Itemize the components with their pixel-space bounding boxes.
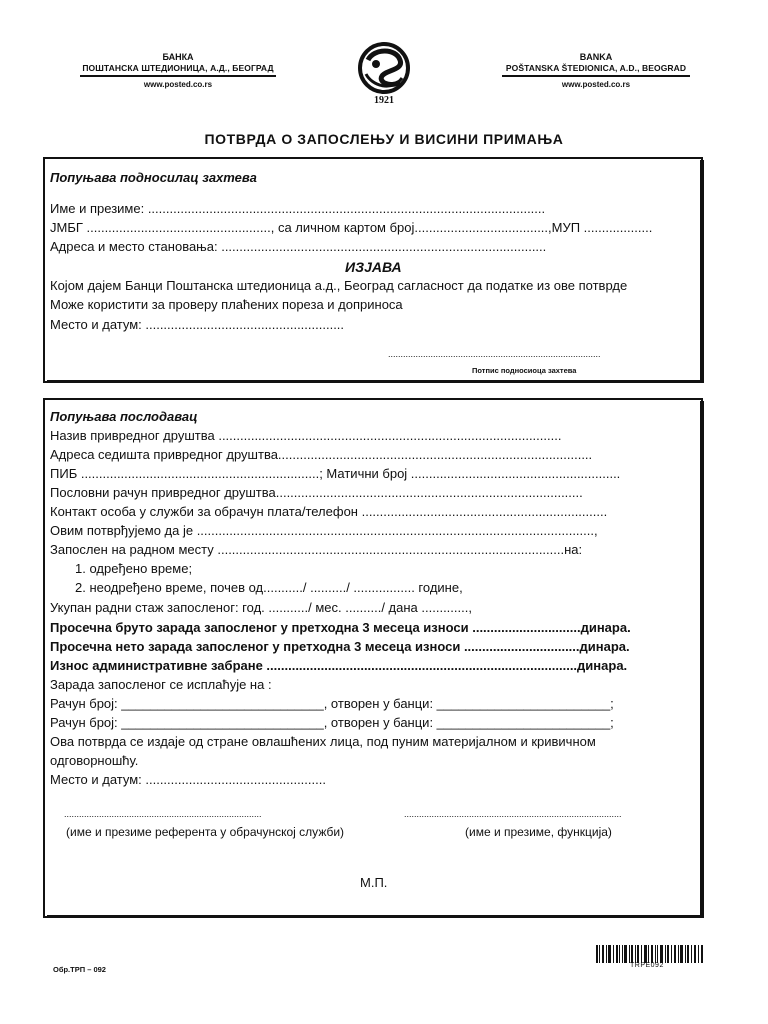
position-field[interactable]: Запослен на радном месту ................................................................................................на: [50,542,583,557]
logo-year: 1921 [374,95,394,106]
pib-field[interactable]: ПИБ ..................................................................; Матични број .......................................................... [50,466,621,481]
account-field-2[interactable]: Рачун број: ____________________________, отворен у банци: ________________________; [50,715,614,730]
bank-name: ПОШТАНСКА ШТЕДИОНИЦА, А.Д., БЕОГРАД [82,63,274,73]
applicant-heading: Попуњава подносилац захтева [50,170,257,185]
option-permanent[interactable]: 2. неодређено време, почев од.........../ ........../ ................. године, [75,580,463,595]
bank-label: BANKA [579,52,613,62]
divider [80,75,276,77]
stamp-label: М.П. [360,875,388,890]
form-number: Обр.ТРП – 092 [53,965,106,974]
employer-heading: Попуњава послодавац [50,409,198,424]
work-experience-field[interactable]: Укупан радни стаж запосленог: год. .........../ мес. ........../ дана ............., [50,600,472,615]
divider [502,75,690,77]
bank-logo-icon [356,40,412,96]
company-name-field[interactable]: Назив привредног друштва ............................................................................................... [50,428,562,443]
applicant-name-field[interactable]: Име и презиме: .............................................................................................................. [50,201,546,216]
page-title: ПОТВРДА О ЗАПОСЛЕЊУ И ВИСИНИ ПРИМАЊА [204,131,564,147]
applicant-place-date-field[interactable]: Место и датум: ....................................................... [50,317,345,332]
consent-text: Може користити за проверу плаћених пореза и доприноса [50,297,403,312]
salary-paid-label: Зарада запосленог се исплаћује на : [50,677,272,692]
bank-url: www.posted.co.rs [143,79,213,89]
applicant-jmbg-field[interactable]: ЈМБГ ..................................................., са личном картом број.....................................,МУП ................... [50,220,653,235]
applicant-signature-label: Потпис подносиоца захтева [472,366,577,375]
official-signature-line[interactable]: ....................................................................................... [404,809,622,819]
liability-text: одговорношћу. [50,753,139,768]
contact-person-field[interactable]: Контакт особа у служби за обрачун плата/телефон .................................................................... [50,504,608,519]
consent-text: Којом дајем Банци Поштанска штедионица а.д., Београд сагласност да податке из ове потврде [50,278,628,293]
statement-heading: ИЗЈАВА [345,259,402,275]
bank-url: www.posted.co.rs [561,79,631,89]
bank-name: POŠTANSKA ŠTEDIONICA, A.D., BEOGRAD [505,63,687,73]
bank-header-latin [502,52,690,90]
applicant-signature-line[interactable]: ..................................................................................... [388,349,601,359]
account-field-1[interactable]: Рачун број: ____________________________, отворен у банци: ________________________; [50,696,614,711]
net-salary-field[interactable]: Просечна нето зарада запосленог у претходна 3 месеца износи ................................динара. [50,639,630,654]
employer-place-date-field[interactable]: Место и датум: .................................................. [50,772,326,787]
option-fixed-term[interactable]: 1. одређено време; [75,561,193,576]
gross-salary-field[interactable]: Просечна бруто зарада запосленог у претходна 3 месеца износи ..............................динара. [50,620,631,635]
referent-signature-label: (име и презиме референта у обрачунској служби) [66,825,345,839]
applicant-address-field[interactable]: Адреса и место становања: .......................................................................................... [50,239,547,254]
garnishment-field[interactable]: Износ административне забране ......................................................................................динара. [50,658,628,673]
bank-label: БАНКА [162,52,194,62]
barcode-number: TRPE092 [630,962,664,969]
company-address-field[interactable]: Адреса седишта привредног друштва....................................................................................... [50,447,593,462]
barcode-icon [596,945,704,963]
liability-text: Ова потврда се издаје од стране овлашћених лица, под пуним материјалном и кривичном [50,734,596,749]
bank-header-cyrillic [80,52,276,90]
official-signature-label: (име и презиме, функција) [465,825,612,839]
business-account-field[interactable]: Пословни рачун привредног друштва..................................................................................... [50,485,583,500]
employee-name-field[interactable]: Овим потврђујемо да је .............................................................................................................., [50,523,598,538]
referent-signature-line[interactable]: ............................................................................... [64,809,262,819]
